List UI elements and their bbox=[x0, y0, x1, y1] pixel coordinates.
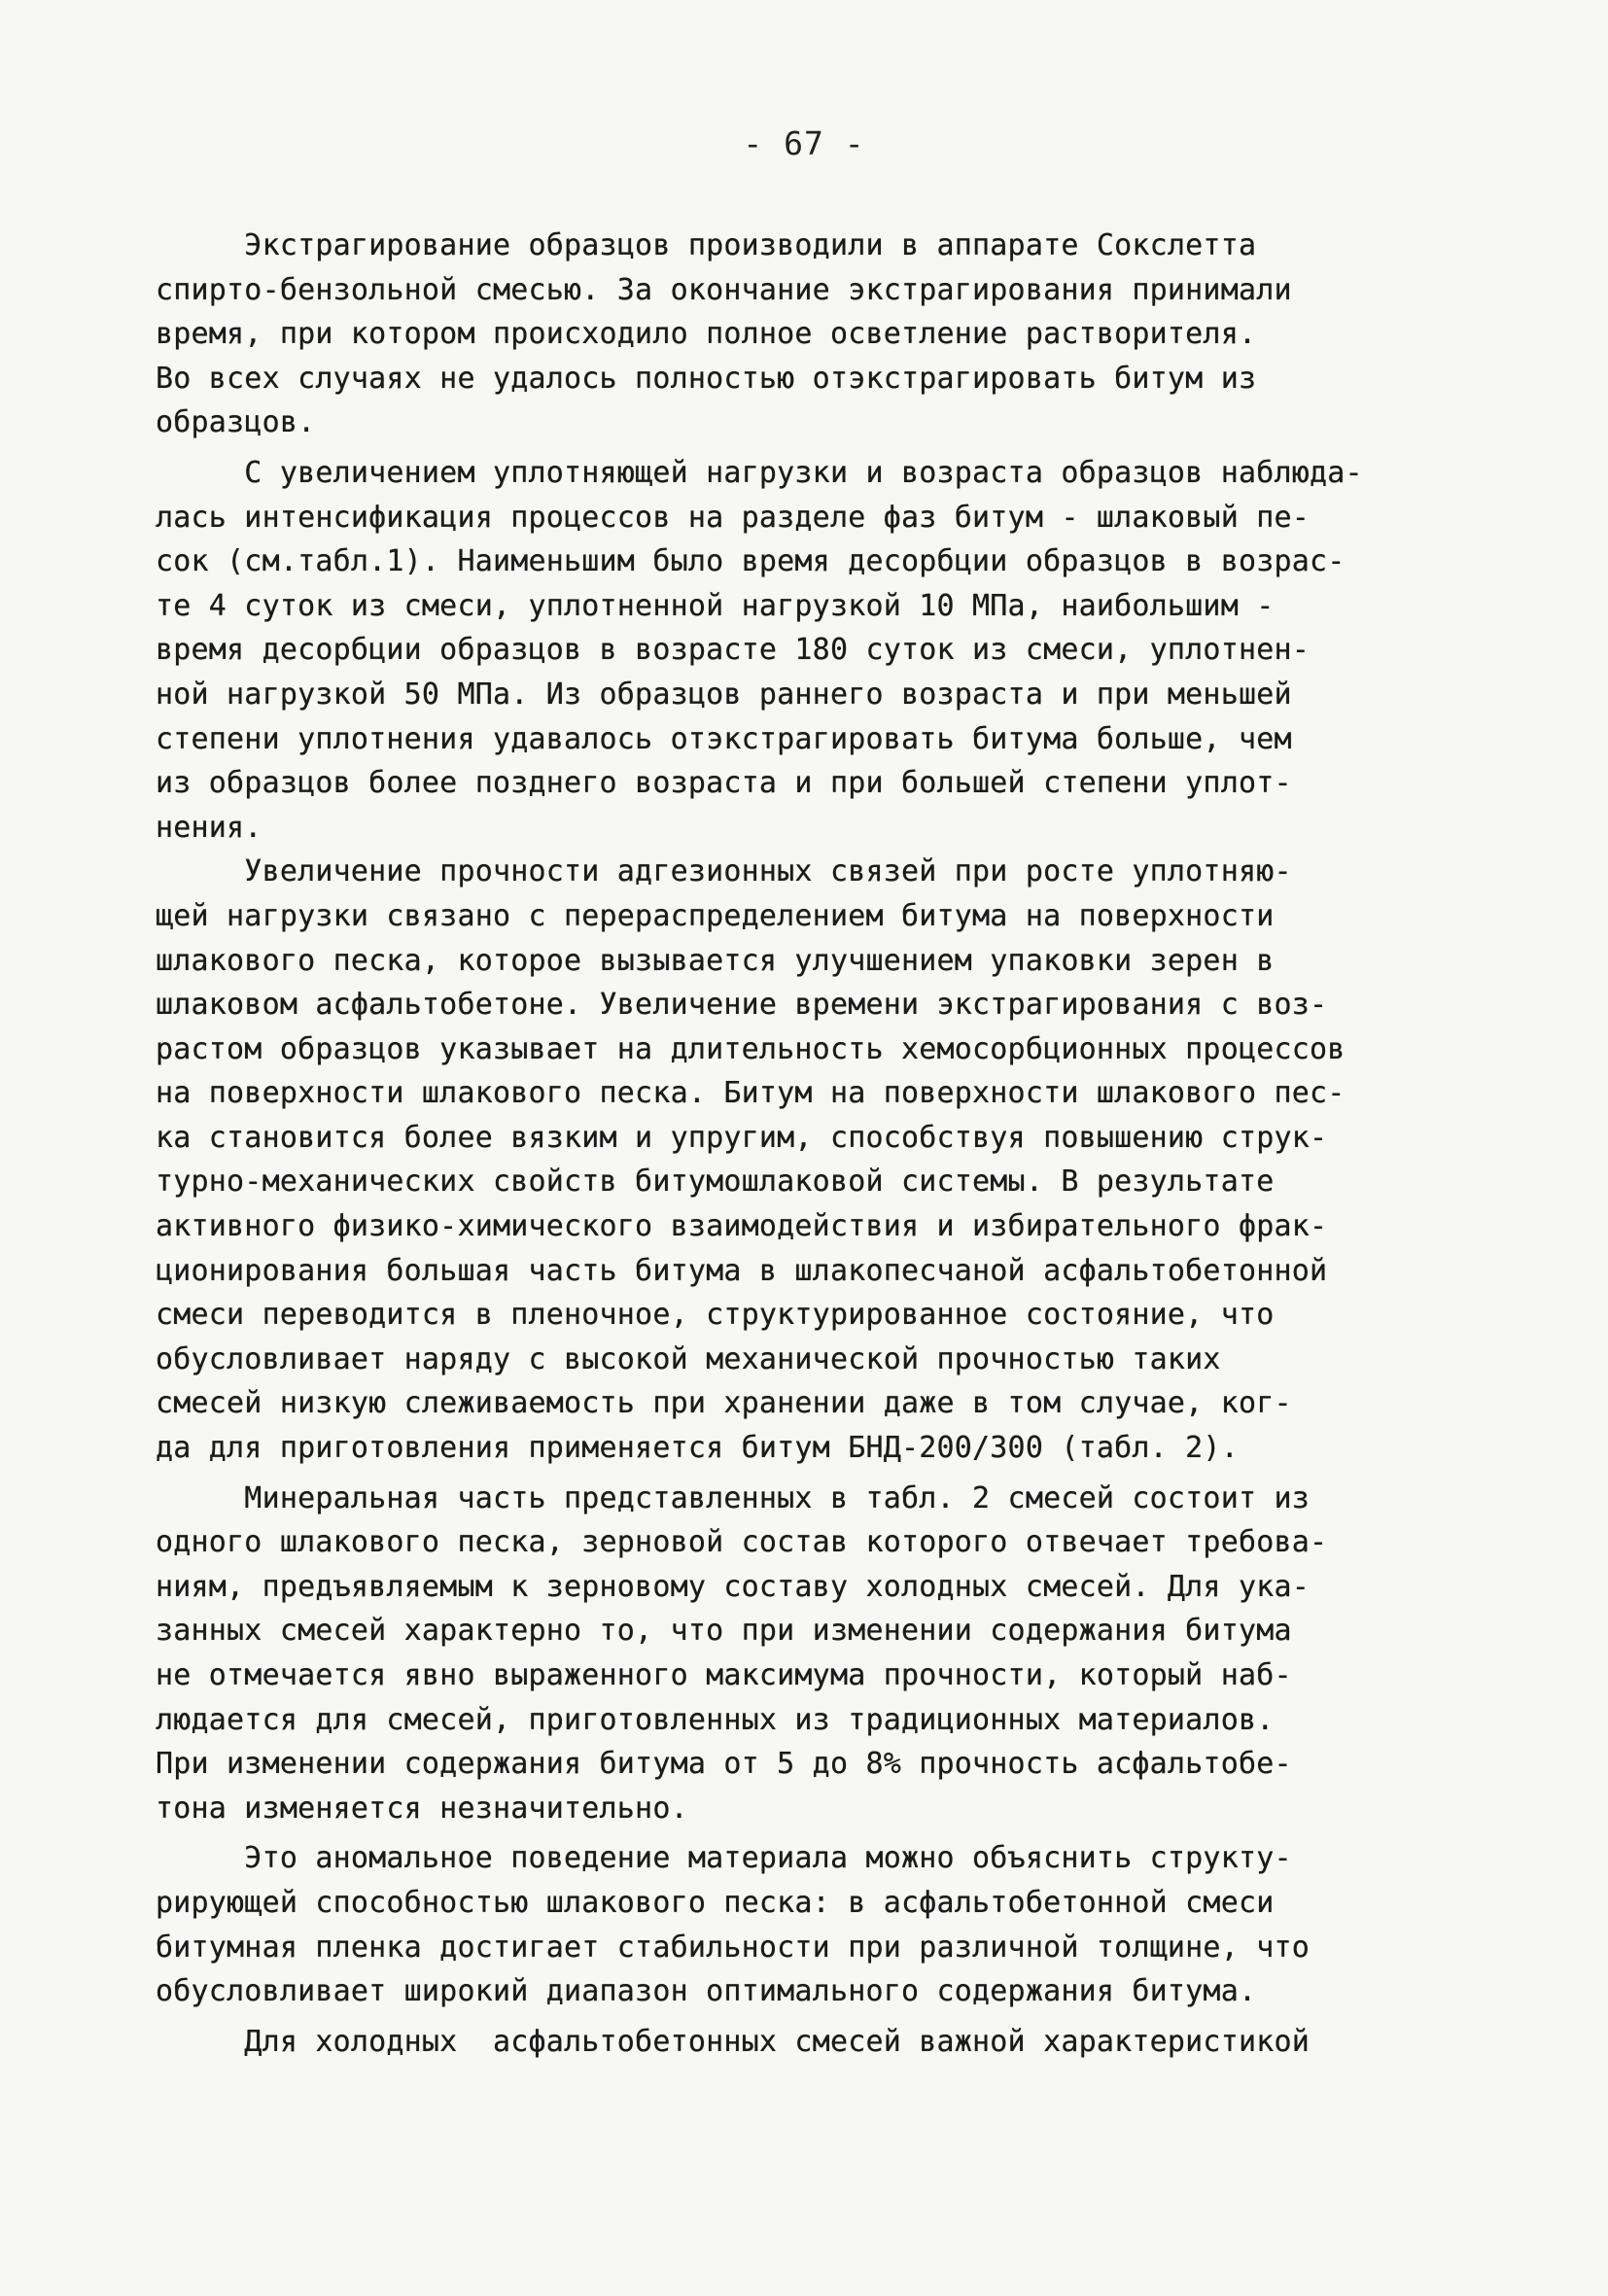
text-line: смесей низкую слеживаемость при хранении даже в том случае, ког- bbox=[156, 1386, 1292, 1421]
text-line: время, при котором происходило полное осветление растворителя. bbox=[156, 317, 1257, 352]
page-number: - 67 - bbox=[743, 124, 865, 162]
text-line: шлакового песка, которое вызывается улучшением упаковки зерен в bbox=[156, 943, 1275, 978]
text-line: Минеральная часть представленных в табл. 2 смесей состоит из bbox=[156, 1480, 1310, 1515]
text-line: Во всех случаях не удалось полностью отэкстрагировать битум из bbox=[156, 361, 1257, 396]
text-line: растом образцов указывает на длительность хемосорбционных процессов bbox=[156, 1031, 1346, 1066]
text-line: время десорбции образцов в возрасте 180 суток из смеси, уплотнен- bbox=[156, 633, 1310, 668]
text-line: нения. bbox=[156, 810, 262, 845]
text-line: тона изменяется незначительно. bbox=[156, 1791, 688, 1826]
text-line: из образцов более позднего возраста и при большей степени уплот- bbox=[156, 766, 1292, 801]
text-line: активного физико-химического взаимодействия и избирательного фрак- bbox=[156, 1209, 1328, 1244]
text-line: смеси переводится в пленочное, структурированное состояние, что bbox=[156, 1298, 1275, 1333]
body-text bbox=[156, 224, 1458, 2064]
text-line: занных смесей характерно то, что при изменении содержания битума bbox=[156, 1614, 1292, 1649]
text-line: Экстрагирование образцов производили в аппарате Сокслетта bbox=[156, 228, 1257, 262]
text-line: степени уплотнения удавалось отэкстрагировать битума больше, чем bbox=[156, 721, 1292, 756]
text-line: людается для смесей, приготовленных из традиционных материалов. bbox=[156, 1702, 1275, 1737]
text-line: обусловливает широкий диапазон оптимального содержания битума. bbox=[156, 1974, 1257, 2009]
text-line: на поверхности шлакового песка. Битум на поверхности шлакового пес- bbox=[156, 1076, 1346, 1111]
text-line: лась интенсификация процессов на разделе фаз битум - шлаковый пе- bbox=[156, 500, 1310, 535]
text-line: ниям, предъявляемым к зерновому составу холодных смесей. Для ука- bbox=[156, 1569, 1310, 1604]
text-line: образцов. bbox=[156, 405, 316, 440]
text-line: щей нагрузки связано с перераспределением битума на поверхности bbox=[156, 898, 1275, 933]
text-line: да для приготовления применяется битум БНД-200/300 (табл. 2). bbox=[156, 1431, 1239, 1466]
text-line: При изменении содержания битума от 5 до 8% прочность асфальтобе- bbox=[156, 1747, 1292, 1782]
text-line: спирто-бензольной смесью. За окончание экстрагирования принимали bbox=[156, 272, 1292, 307]
text-line: Для холодных асфальтобетонных смесей важной характеристикой bbox=[156, 2024, 1310, 2059]
text-line: турно-механических свойств битумошлаковой системы. В результате bbox=[156, 1165, 1275, 1200]
text-line: Увеличение прочности адгезионных связей при росте уплотняю- bbox=[156, 854, 1292, 889]
text-line: те 4 суток из смеси, уплотненной нагрузкой 10 МПа, наибольшим - bbox=[156, 588, 1275, 623]
text-line: битумная пленка достигает стабильности при различной толщине, что bbox=[156, 1930, 1310, 1965]
text-line: Это аномальное поведение материала можно объяснить структу- bbox=[156, 1841, 1292, 1876]
text-line: обусловливает наряду с высокой механической прочностью таких bbox=[156, 1341, 1221, 1376]
text-line: ционирования большая часть битума в шлакопесчаной асфальтобетонной bbox=[156, 1253, 1328, 1288]
text-line: ной нагрузкой 50 МПа. Из образцов раннего возраста и при меньшей bbox=[156, 677, 1292, 712]
text-line: С увеличением уплотняющей нагрузки и возраста образцов наблюда- bbox=[156, 455, 1363, 490]
text-line: не отмечается явно выраженного максимума прочности, который наб- bbox=[156, 1658, 1292, 1692]
text-line: шлаковом асфальтобетоне. Увеличение времени экстрагирования с воз- bbox=[156, 988, 1328, 1023]
text-line: ка становится более вязким и упругим, способствуя повышению струк- bbox=[156, 1120, 1328, 1155]
text-line: рирующей способностью шлакового песка: в асфальтобетонной смеси bbox=[156, 1885, 1275, 1920]
text-line: одного шлакового песка, зерновой состав которого отвечает требова- bbox=[156, 1525, 1328, 1560]
text-line: сок (см.табл.1). Наименьшим было время десорбции образцов в возрас- bbox=[156, 544, 1346, 579]
